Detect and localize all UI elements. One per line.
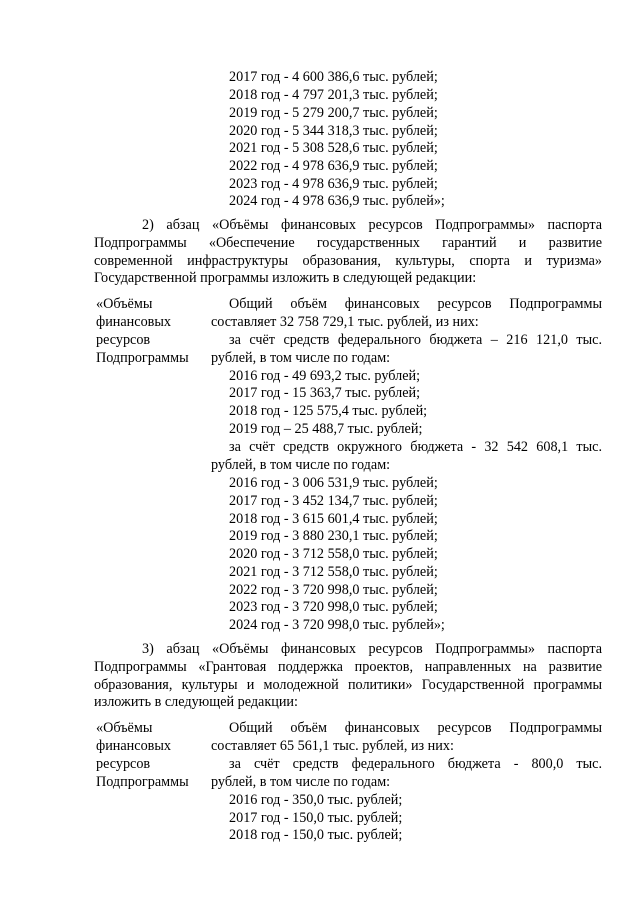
table-content-line: 2017 год - 3 452 134,7 тыс. рублей;	[229, 493, 438, 509]
year-line: 2022 год - 4 978 636,9 тыс. рублей;	[229, 158, 438, 174]
year-line: 2018 год - 4 797 201,3 тыс. рублей;	[229, 87, 438, 103]
paragraph-line: Государственной программы изложить в следующей редакции:	[94, 270, 477, 286]
year-line: 2024 год - 4 978 636,9 тыс. рублей»;	[229, 193, 445, 209]
table-label-line: финансовых	[96, 738, 171, 754]
table-content-line: составляет 65 561,1 тыс. рублей, из них:	[211, 738, 454, 754]
table-content-line: 2019 год - 3 880 230,1 тыс. рублей;	[229, 528, 438, 544]
table-content-line: 2020 год - 3 712 558,0 тыс. рублей;	[229, 546, 438, 562]
year-line: 2019 год - 5 279 200,7 тыс. рублей;	[229, 105, 438, 121]
table-content-line: 2019 год – 25 488,7 тыс. рублей;	[229, 421, 423, 437]
table-content-line: 2016 год - 49 693,2 тыс. рублей;	[229, 368, 421, 384]
table-label-line: «Объёмы	[96, 296, 153, 312]
table-label-line: «Объёмы	[96, 720, 153, 736]
table-label-line: ресурсов	[96, 756, 151, 772]
table-content-line: 2022 год - 3 720 998,0 тыс. рублей;	[229, 582, 438, 598]
table-content-line: за счёт средств федерального бюджета – 216 121,0 тыс.	[229, 332, 602, 348]
table-label-line: Подпрограммы	[96, 774, 189, 790]
table-content-line: 2024 год - 3 720 998,0 тыс. рублей»;	[229, 617, 445, 633]
year-line: 2020 год - 5 344 318,3 тыс. рублей;	[229, 123, 438, 139]
paragraph-line: 3) абзац «Объёмы финансовых ресурсов Подпрограммы» паспорта	[142, 641, 602, 657]
paragraph-line: Подпрограммы «Грантовая поддержка проектов, направленных на развитие	[94, 659, 602, 675]
table-content-line: 2018 год - 150,0 тыс. рублей;	[229, 827, 403, 843]
year-line: 2021 год - 5 308 528,6 тыс. рублей;	[229, 140, 438, 156]
table-label-line: ресурсов	[96, 332, 151, 348]
paragraph-line: изложить в следующей редакции:	[94, 694, 298, 710]
table-content-line: Общий объём финансовых ресурсов Подпрограммы	[229, 720, 602, 736]
paragraph-line: Подпрограммы «Обеспечение государственных гарантий и развитие	[94, 235, 602, 251]
paragraph-line: современной инфраструктуры образования, культуры, спорта и туризма»	[94, 253, 602, 269]
table-content-line: Общий объём финансовых ресурсов Подпрограммы	[229, 296, 602, 312]
table-content-line: рублей, в том числе по годам:	[211, 457, 391, 473]
table-content-line: рублей, в том числе по годам:	[211, 774, 391, 790]
table-content-line: 2017 год - 150,0 тыс. рублей;	[229, 810, 403, 826]
table-content-line: 2018 год - 3 615 601,4 тыс. рублей;	[229, 511, 438, 527]
table-content-line: 2018 год - 125 575,4 тыс. рублей;	[229, 403, 428, 419]
year-line: 2017 год - 4 600 386,6 тыс. рублей;	[229, 69, 438, 85]
table-content-line: 2021 год - 3 712 558,0 тыс. рублей;	[229, 564, 438, 580]
year-line: 2023 год - 4 978 636,9 тыс. рублей;	[229, 176, 438, 192]
table-content-line: составляет 32 758 729,1 тыс. рублей, из них:	[211, 314, 479, 330]
paragraph-line: образования, культуры и молодежной политики» Государственной программы	[94, 677, 602, 693]
table-label-line: Подпрограммы	[96, 350, 189, 366]
table-content-line: за счёт средств федерального бюджета - 800,0 тыс.	[229, 756, 602, 772]
paragraph-line: 2) абзац «Объёмы финансовых ресурсов Подпрограммы» паспорта	[142, 217, 602, 233]
table-content-line: 2023 год - 3 720 998,0 тыс. рублей;	[229, 599, 438, 615]
table-content-line: за счёт средств окружного бюджета - 32 542 608,1 тыс.	[229, 439, 602, 455]
table-content-line: рублей, в том числе по годам:	[211, 350, 391, 366]
table-content-line: 2017 год - 15 363,7 тыс. рублей;	[229, 385, 421, 401]
table-content-line: 2016 год - 3 006 531,9 тыс. рублей;	[229, 475, 438, 491]
table-label-line: финансовых	[96, 314, 171, 330]
table-content-line: 2016 год - 350,0 тыс. рублей;	[229, 792, 403, 808]
